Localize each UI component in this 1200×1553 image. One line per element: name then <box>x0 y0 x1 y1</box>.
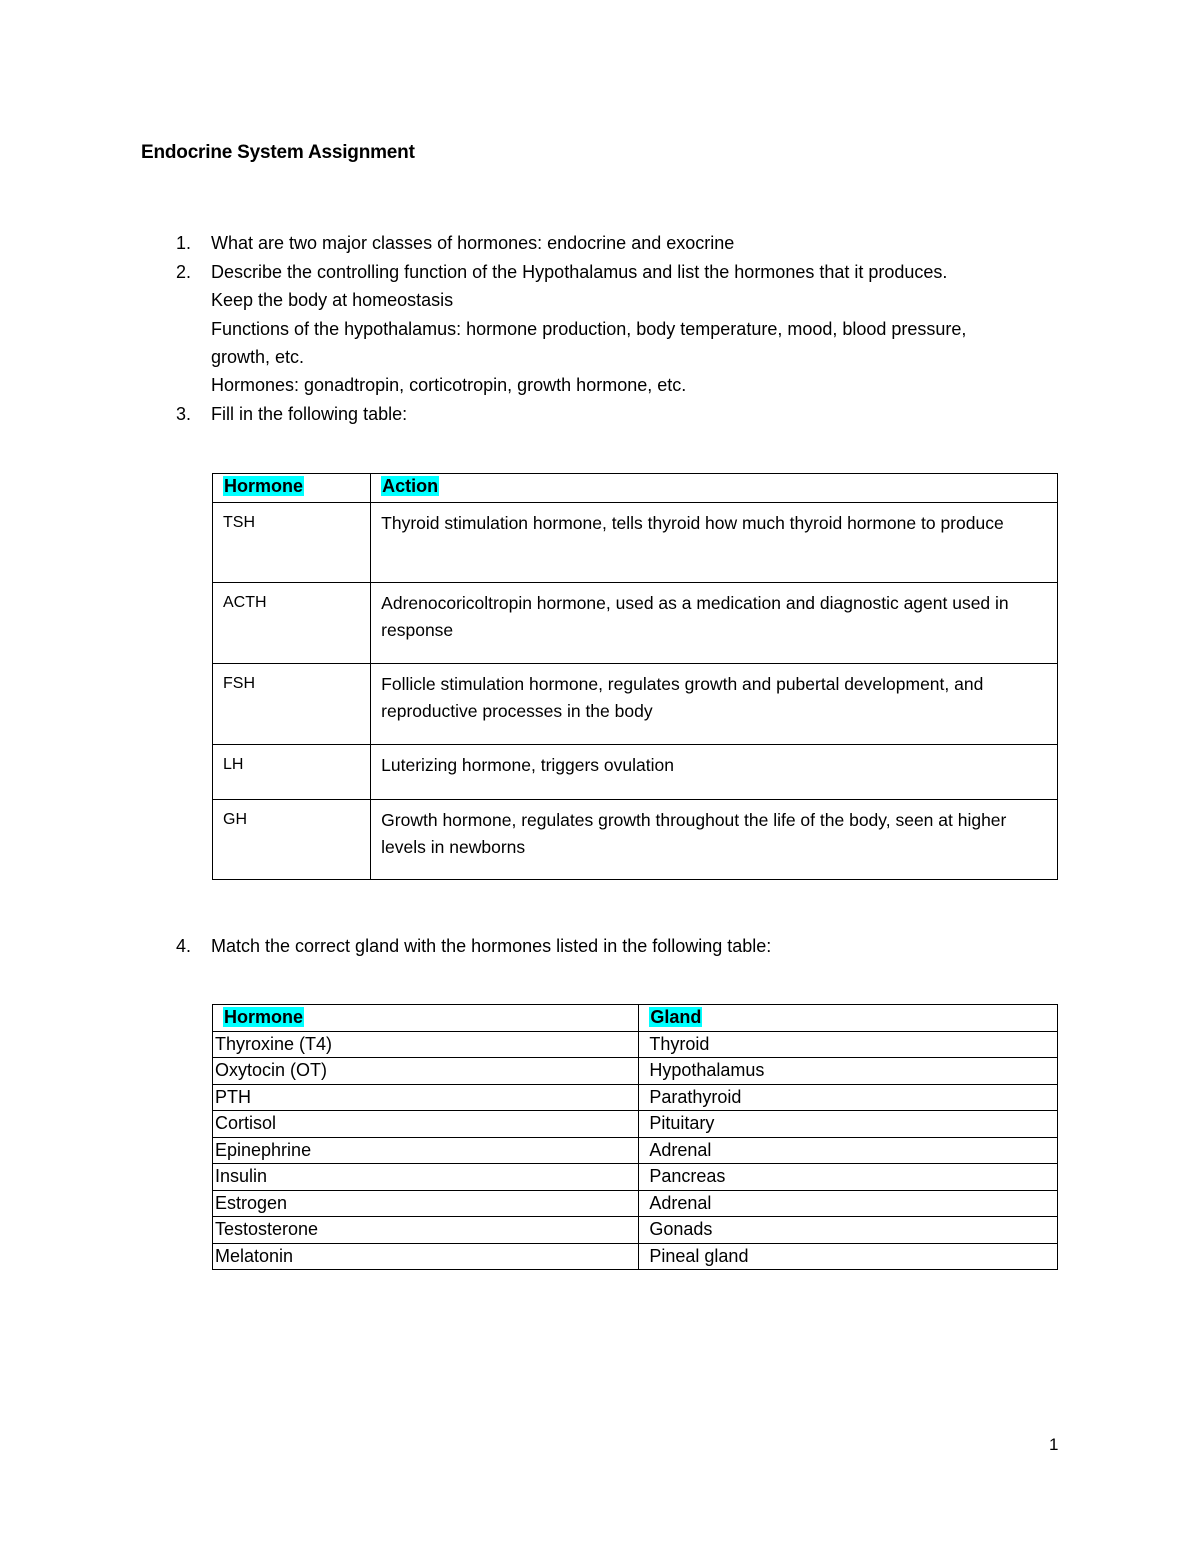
hormone-cell: ACTH <box>213 583 371 664</box>
question-4-number: 4. <box>176 936 192 956</box>
table-row <box>213 664 1058 745</box>
hormone-cell: Cortisol <box>213 1111 639 1138</box>
question-3-text: Fill in the following table: <box>211 404 408 424</box>
question-1-number: 1. <box>176 233 192 253</box>
hormone-cell: Thyroxine (T4) <box>213 1031 639 1058</box>
action-cell: Follicle stimulation hormone, regulates growth and pubertal development, and reproductive processes in the body <box>371 664 1058 745</box>
hormone-cell: Insulin <box>213 1164 639 1191</box>
header-hormone: Hormone <box>224 476 304 496</box>
action-cell: Growth hormone, regulates growth throughout the life of the body, seen at higher levels in newborns <box>371 800 1058 880</box>
table-row <box>213 1058 1058 1085</box>
table-row <box>213 1243 1058 1270</box>
table-header-row <box>213 1005 1058 1032</box>
table-header-cell <box>213 474 371 503</box>
hormone-cell: Estrogen <box>213 1190 639 1217</box>
table-row <box>213 583 1058 664</box>
table-row <box>213 745 1058 800</box>
gland-cell: Hypothalamus <box>639 1058 1058 1085</box>
header-action: Action <box>382 476 439 496</box>
question-2-answer-line: Functions of the hypothalamus: hormone production, body temperature, mood, blood pressure, <box>211 319 967 339</box>
hormone-action-table <box>212 473 1058 880</box>
hormone-cell: Testosterone <box>213 1217 639 1244</box>
hormone-gland-table <box>212 1004 1058 1270</box>
table-row <box>213 800 1058 880</box>
table-header-cell <box>213 1005 639 1032</box>
table-row <box>213 1137 1058 1164</box>
action-cell: Thyroid stimulation hormone, tells thyroid how much thyroid hormone to produce <box>371 503 1058 583</box>
table-header-cell <box>371 474 1058 503</box>
question-2-answer-line: Keep the body at homeostasis <box>211 290 454 310</box>
gland-cell: Adrenal <box>639 1137 1058 1164</box>
table-header-cell <box>639 1005 1058 1032</box>
question-2-number: 2. <box>176 262 192 282</box>
hormone-cell: LH <box>213 745 371 800</box>
hormone-cell: GH <box>213 800 371 880</box>
gland-cell: Thyroid <box>639 1031 1058 1058</box>
gland-cell: Adrenal <box>639 1190 1058 1217</box>
table-row <box>213 1111 1058 1138</box>
header-hormone: Hormone <box>224 1007 304 1027</box>
gland-cell: Pancreas <box>639 1164 1058 1191</box>
action-cell: Luterizing hormone, triggers ovulation <box>371 745 1058 800</box>
hormone-cell: TSH <box>213 503 371 583</box>
hormone-cell: Melatonin <box>213 1243 639 1270</box>
question-2-answer-line: growth, etc. <box>211 347 305 367</box>
gland-cell: Gonads <box>639 1217 1058 1244</box>
question-2-answer-line: Hormones: gonadtropin, corticotropin, growth hormone, etc. <box>211 375 687 395</box>
gland-cell: Pineal gland <box>639 1243 1058 1270</box>
table-row <box>213 1217 1058 1244</box>
table-row <box>213 1031 1058 1058</box>
page-title: Endocrine System Assignment <box>141 142 415 163</box>
table-row <box>213 1084 1058 1111</box>
hormone-cell: FSH <box>213 664 371 745</box>
header-gland: Gland <box>650 1007 702 1027</box>
table-header-row <box>213 474 1058 503</box>
table-row <box>213 1190 1058 1217</box>
page-number: 1 <box>1049 1435 1059 1454</box>
hormone-cell: Oxytocin (OT) <box>213 1058 639 1085</box>
table-row <box>213 503 1058 583</box>
hormone-cell: PTH <box>213 1084 639 1111</box>
question-3-number: 3. <box>176 404 192 424</box>
question-2-text: Describe the controlling function of the Hypothalamus and list the hormones that it produces. <box>211 262 948 282</box>
question-1-text: What are two major classes of hormones: endocrine and exocrine <box>211 233 735 253</box>
action-cell: Adrenocoricoltropin hormone, used as a medication and diagnostic agent used in response <box>371 583 1058 664</box>
table-row <box>213 1164 1058 1191</box>
gland-cell: Pituitary <box>639 1111 1058 1138</box>
gland-cell: Parathyroid <box>639 1084 1058 1111</box>
hormone-cell: Epinephrine <box>213 1137 639 1164</box>
question-4-text: Match the correct gland with the hormones listed in the following table: <box>211 936 772 956</box>
